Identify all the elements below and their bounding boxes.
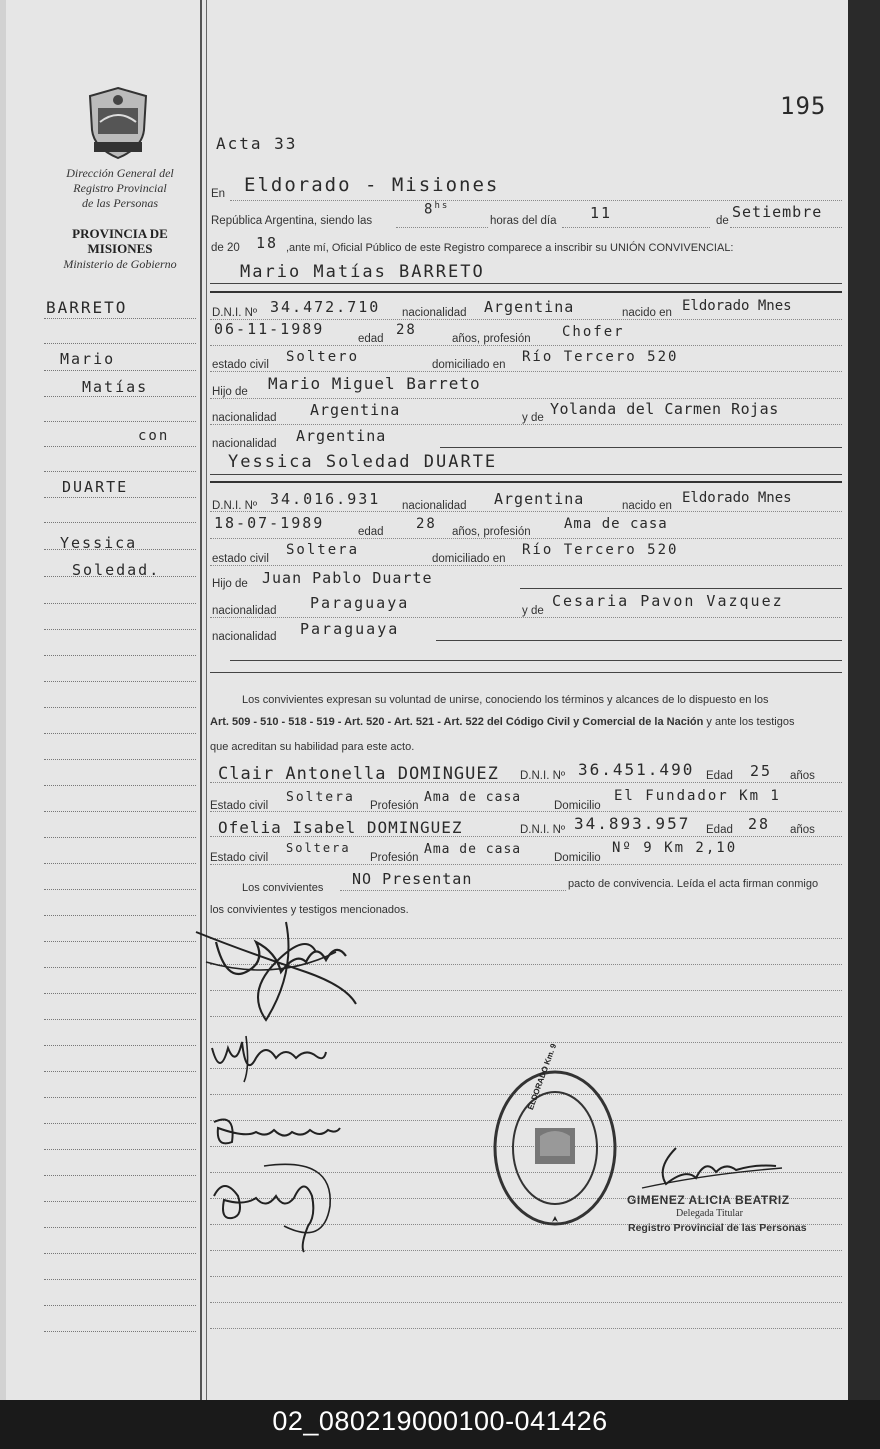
p1-address: Río Tercero 520 xyxy=(522,349,679,365)
p1-years-label: años, profesión xyxy=(452,333,531,345)
w1-age-label: Edad xyxy=(706,770,733,782)
w1-civil-status: Soltera xyxy=(286,790,355,805)
margin-given-1a: Mario xyxy=(60,350,116,368)
closing-label: Los convivientes xyxy=(242,882,324,894)
p2-father-nationality: Paraguaya xyxy=(310,594,410,612)
p1-and-of-label: y de xyxy=(522,412,544,424)
w1-age: 25 xyxy=(750,762,773,780)
p1-mother: Yolanda del Carmen Rojas xyxy=(550,400,779,418)
w1-domicile-label: Domicilio xyxy=(554,800,601,812)
person2-full-name: Yessica Soledad DUARTE xyxy=(228,452,498,472)
person1-full-name: Mario Matías BARRETO xyxy=(240,262,485,282)
p2-and-of-label: y de xyxy=(522,605,544,617)
p2-mother: Cesaria Pavon Vazquez xyxy=(552,592,784,610)
hour-value: $8^{hs}$ xyxy=(424,201,450,218)
signature-witness-1 xyxy=(206,1108,346,1156)
w2-name: Ofelia Isabel DOMINGUEZ xyxy=(218,818,463,837)
month-value: Setiembre xyxy=(732,203,823,221)
p1-birth-date: 06-11-1989 xyxy=(214,320,325,338)
margin-surname-1: BARRETO xyxy=(46,298,128,317)
w2-profession-label: Profesión xyxy=(370,852,419,864)
p2-profession: Ama de casa xyxy=(564,516,668,532)
p2-father-nat-label: nacionalidad xyxy=(212,605,277,617)
p2-mother-nat-label: nacionalidad xyxy=(212,631,277,643)
p1-born-label: nacido en xyxy=(622,307,672,319)
p2-son-of-label: Hijo de xyxy=(212,578,248,590)
w2-years-label: años xyxy=(790,824,815,836)
w2-civil-label: Estado civil xyxy=(210,852,269,864)
registry-stamp-icon xyxy=(490,1066,620,1230)
p1-nationality: Argentina xyxy=(484,298,575,316)
margin-surname-2: DUARTE xyxy=(62,478,129,496)
w1-years-label: años xyxy=(790,770,815,782)
w2-address: Nº 9 Km 2,10 xyxy=(612,840,738,856)
p1-civil-label: estado civil xyxy=(212,359,269,371)
day-value: 11 xyxy=(590,204,613,222)
pact-text: pacto de convivencia. Leída el acta firman conmigo xyxy=(568,878,819,890)
p1-nationality-label: nacionalidad xyxy=(402,307,467,319)
official-office: Registro Provincial de las Personas xyxy=(628,1222,807,1234)
p2-age-label: edad xyxy=(358,526,384,538)
org-line-3: de las Personas xyxy=(82,196,158,210)
ministry-label: Ministerio de Gobierno xyxy=(63,257,177,271)
p2-civil-status: Soltera xyxy=(286,542,360,558)
p1-age: 28 xyxy=(396,322,417,338)
p2-birth-date: 18-07-1989 xyxy=(214,514,325,532)
margin-con: con xyxy=(138,428,170,444)
p2-age: 28 xyxy=(416,516,437,532)
p2-civil-label: estado civil xyxy=(212,553,269,565)
p2-domicile-label: domiciliado en xyxy=(432,553,506,565)
org-line-1: Dirección General del xyxy=(66,166,174,180)
p1-domicile-label: domiciliado en xyxy=(432,359,506,371)
province-line-1: PROVINCIA DE xyxy=(72,226,168,241)
declaration-line-2: Art. 509 - 510 - 518 - 519 - Art. 520 - Art. 521 - Art. 522 del Código Civil y Comercial de la Nación y ante los testigos xyxy=(210,716,795,728)
w1-name: Clair Antonella DOMINGUEZ xyxy=(218,764,499,784)
province-line-2: MISIONES xyxy=(87,241,153,256)
w1-address: El Fundador Km 1 xyxy=(614,788,781,804)
year-prefix: de 20 xyxy=(211,242,240,254)
statement: ,ante mí, Oficial Público de este Registro comparece a inscribir su UNIÓN CONVIVENCIAL: xyxy=(286,242,734,254)
margin-given-2a: Yessica xyxy=(60,534,138,552)
pact-status: NO Presentan xyxy=(352,870,473,888)
declaration-line-1: Los convivientes expresan su voluntad de unirse, conociendo los términos y alcances de lo dispuesto en los xyxy=(242,694,769,706)
p2-address: Río Tercero 520 xyxy=(522,542,679,558)
w1-civil-label: Estado civil xyxy=(210,800,269,812)
official-name: GIMENEZ ALICIA BEATRIZ xyxy=(627,1193,790,1207)
w2-dni-label: D.N.I. Nº xyxy=(520,824,566,836)
footer-code: 02_080219000100-041426 xyxy=(272,1406,608,1436)
p1-son-of-label: Hijo de xyxy=(212,386,248,398)
p1-father-nationality: Argentina xyxy=(310,401,401,419)
p2-years-label: años, profesión xyxy=(452,526,531,538)
p2-nationality: Argentina xyxy=(494,490,585,508)
w1-profession-label: Profesión xyxy=(370,800,419,812)
p1-birthplace: Eldorado Mnes xyxy=(682,298,792,314)
p2-mother-nationality: Paraguaya xyxy=(300,620,400,638)
signature-duarte xyxy=(206,1028,336,1084)
p2-dni-label: D.N.I. Nº xyxy=(212,500,258,512)
w2-dni: 34.893.957 xyxy=(574,814,691,833)
p1-mother-nat-label: nacionalidad xyxy=(212,438,277,450)
w1-dni-label: D.N.I. Nº xyxy=(520,770,566,782)
acta-number: Acta 33 xyxy=(216,134,298,153)
p1-dni-label: D.N.I. Nº xyxy=(212,307,258,319)
footer-bar xyxy=(0,1400,880,1449)
p1-age-label: edad xyxy=(358,333,384,345)
place-value: Eldorado - Misiones xyxy=(244,174,500,196)
p1-profession: Chofer xyxy=(562,324,625,340)
p1-mother-nationality: Argentina xyxy=(296,427,387,445)
margin-given-1b: Matías xyxy=(82,378,149,396)
right-page-edge xyxy=(848,0,880,1400)
declaration-line-3: que acreditan su habilidad para este acto. xyxy=(210,741,415,753)
w2-domicile-label: Domicilio xyxy=(554,852,601,864)
province-seal-icon xyxy=(84,86,152,160)
horas-label: horas del día xyxy=(490,215,557,227)
margin-given-2b: Soledad. xyxy=(72,561,161,579)
p2-father: Juan Pablo Duarte xyxy=(262,569,433,587)
p2-birthplace: Eldorado Mnes xyxy=(682,490,792,506)
w1-dni: 36.451.490 xyxy=(578,760,695,779)
en-label: En xyxy=(211,188,226,200)
org-line-2: Registro Provincial xyxy=(73,181,167,195)
w2-age: 28 xyxy=(748,815,771,833)
signature-official xyxy=(636,1138,786,1194)
left-page-edge xyxy=(0,0,6,1400)
closing-line-2: los convivientes y testigos mencionados. xyxy=(210,904,409,916)
p2-dni: 34.016.931 xyxy=(270,490,381,508)
signature-barreto xyxy=(186,912,376,1030)
stamp-center-text: ELDORADO Km. 9 xyxy=(526,1042,559,1112)
p1-civil-status: Soltero xyxy=(286,349,360,365)
w2-profession: Ama de casa xyxy=(424,842,522,857)
p1-father: Mario Miguel Barreto xyxy=(268,374,481,393)
signature-witness-2 xyxy=(204,1156,354,1256)
p2-born-label: nacido en xyxy=(622,500,672,512)
p1-dni: 34.472.710 xyxy=(270,298,381,316)
official-role: Delegada Titular xyxy=(676,1208,743,1219)
margin-divider xyxy=(200,0,202,1400)
p1-father-nat-label: nacionalidad xyxy=(212,412,277,424)
w2-age-label: Edad xyxy=(706,824,733,836)
republica-label: República Argentina, siendo las xyxy=(211,215,373,227)
folio-number: 195 xyxy=(780,92,827,120)
de-label: de xyxy=(716,215,729,227)
p2-nationality-label: nacionalidad xyxy=(402,500,467,512)
w1-profession: Ama de casa xyxy=(424,790,522,805)
w2-civil-status: Soltera xyxy=(286,841,351,855)
year-suffix: 18 xyxy=(256,234,279,252)
